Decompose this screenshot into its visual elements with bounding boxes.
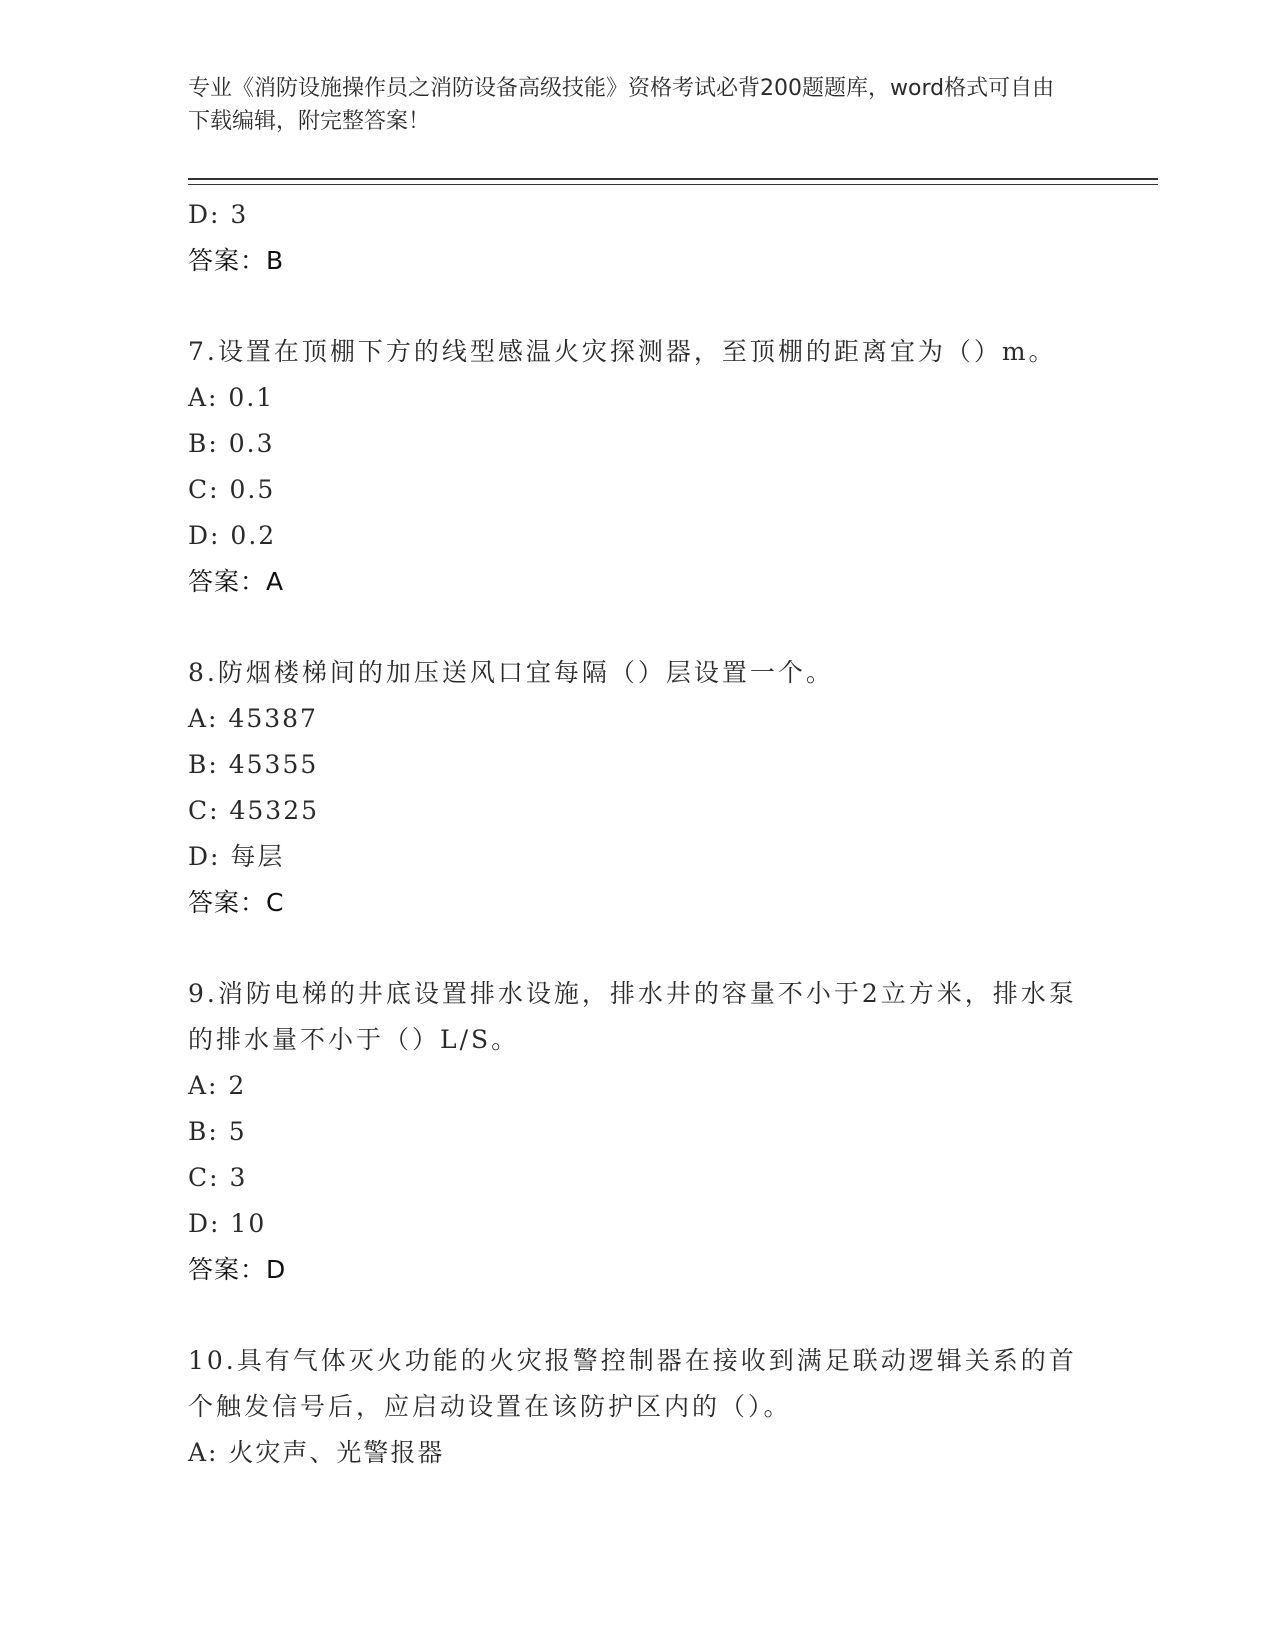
option-a: A: 火灾声、光警报器 xyxy=(188,1438,445,1467)
answer-line: 答案：D xyxy=(188,1255,287,1284)
page-header: 专业《消防设施操作员之消防设备高级技能》资格考试必背200题题库，word格式可自由下载编辑，附完整答案！ xyxy=(188,76,1055,134)
option-d: D: 10 xyxy=(188,1209,267,1238)
spacer xyxy=(188,605,1088,650)
option-a: A: 45387 xyxy=(188,704,318,733)
question-stem: 7.设置在顶棚下方的线型感温火灾探测器，至顶棚的距离宜为（）m。 xyxy=(188,337,1057,366)
answer-line: 答案：B xyxy=(188,246,285,275)
option-a: A: 2 xyxy=(188,1071,247,1100)
option-c: C: 45325 xyxy=(188,796,320,825)
answer-line: 答案：C xyxy=(188,888,285,917)
header-rule-thin xyxy=(188,184,1158,185)
option-b: B: 5 xyxy=(188,1117,247,1146)
answer-line: 答案：A xyxy=(188,567,285,596)
spacer xyxy=(188,1293,1088,1338)
option-d: D: 3 xyxy=(188,200,249,229)
option-c: C: 0.5 xyxy=(188,475,276,504)
option-a: A: 0.1 xyxy=(188,383,275,412)
option-c: C: 3 xyxy=(188,1163,248,1192)
question-stem: 8.防烟楼梯间的加压送风口宜每隔（）层设置一个。 xyxy=(188,658,834,687)
spacer xyxy=(188,284,1088,329)
question-stem: 9.消防电梯的井底设置排水设施，排水井的容量不小于2立方米，排水泵的排水量不小于（）L/S。 xyxy=(188,979,1077,1054)
spacer xyxy=(188,926,1088,971)
option-d: D: 每层 xyxy=(188,842,285,871)
question-stem: 10.具有气体灭火功能的火灾报警控制器在接收到满足联动逻辑关系的首个触发信号后，应启动设置在该防护区内的（）。 xyxy=(188,1346,1077,1421)
option-d: D: 0.2 xyxy=(188,521,277,550)
question-list xyxy=(188,192,1088,1476)
header-rule-thick xyxy=(188,178,1158,180)
option-b: B: 45355 xyxy=(188,750,319,779)
option-b: B: 0.3 xyxy=(188,429,275,458)
